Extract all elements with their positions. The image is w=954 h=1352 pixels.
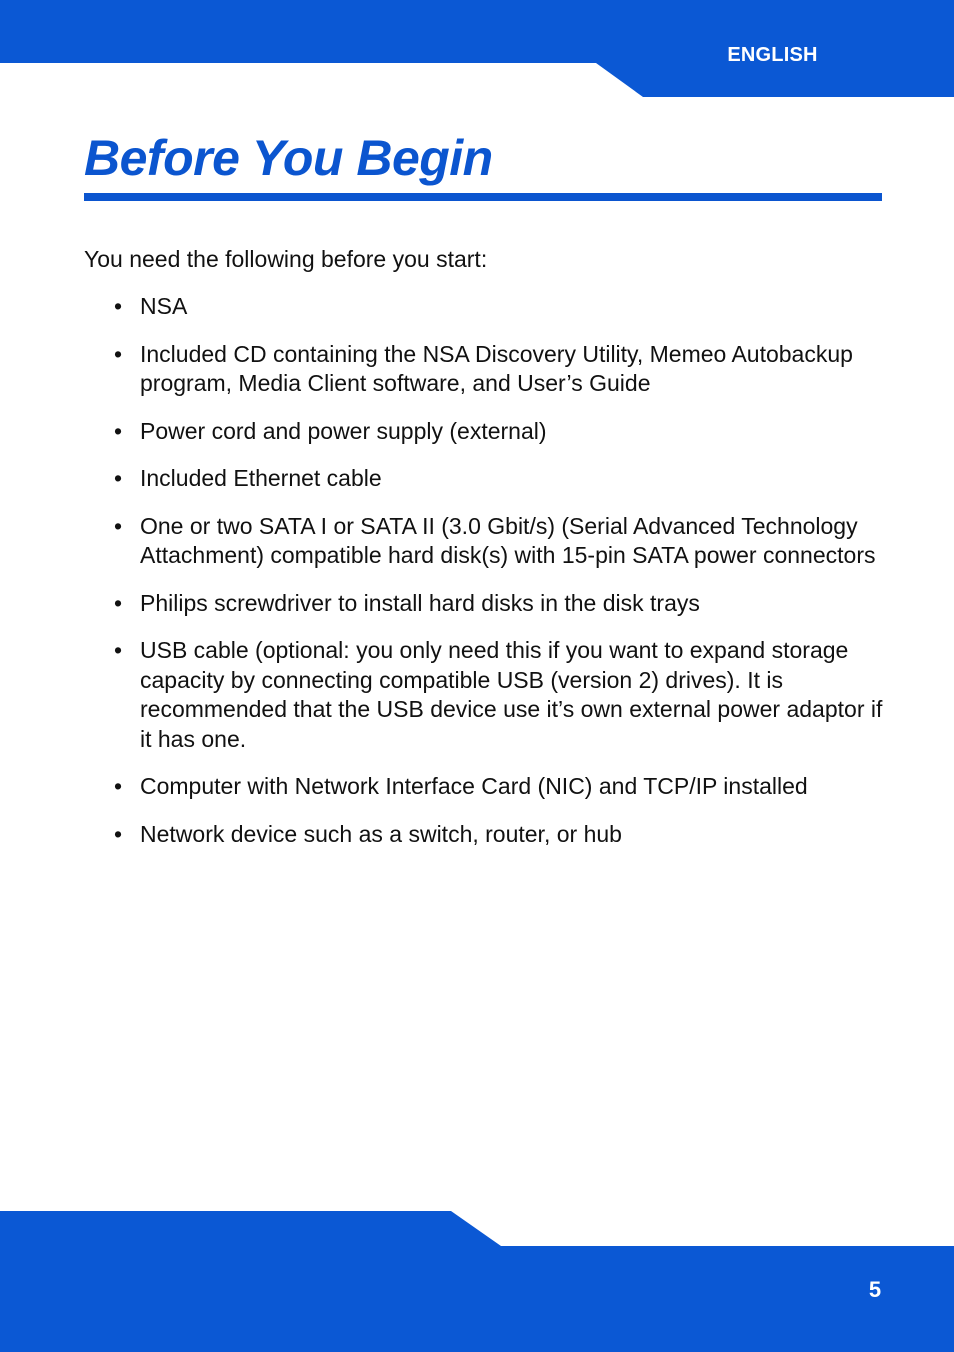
- list-item-text: Philips screwdriver to install hard disks in the disk trays: [140, 589, 700, 616]
- list-item-text: USB cable (optional: you only need this if you want to expand storage capacity by connecting compatible USB (version 2) drives). It is recommended that the USB device use it’s own external power adaptor if it has one.: [140, 637, 883, 752]
- bullet-icon: •: [114, 340, 123, 367]
- list-item-text: Network device such as a switch, router, or hub: [140, 820, 622, 847]
- bullet-icon: •: [114, 820, 123, 847]
- bullet-icon: •: [114, 417, 123, 444]
- list-item: [84, 292, 884, 322]
- list-item: [84, 512, 884, 571]
- title-underline: [84, 193, 882, 201]
- list-item: [84, 417, 884, 447]
- list-item-text: Power cord and power supply (external): [140, 417, 547, 444]
- bullet-icon: •: [114, 465, 123, 491]
- page-number: 5: [868, 1277, 882, 1302]
- requirements-list: [84, 292, 884, 867]
- list-item-text: One or two SATA I or SATA II (3.0 Gbit/s) (Serial Advanced Technology Attachment) compatible hard disk(s) with 15-pin SATA power connectors: [140, 512, 876, 568]
- list-item: [84, 636, 884, 754]
- page-title: Before You Begin: [84, 130, 493, 186]
- list-item-text: Included Ethernet cable: [140, 465, 382, 491]
- bullet-icon: •: [114, 589, 123, 616]
- bullet-icon: •: [114, 773, 123, 799]
- list-item-text: NSA: [140, 293, 188, 319]
- footer-band: [0, 1211, 954, 1352]
- list-item: [84, 589, 884, 619]
- language-label: ENGLISH: [727, 44, 818, 66]
- intro-text: You need the following before you start:: [84, 246, 488, 272]
- list-item: [84, 820, 884, 850]
- bullet-icon: •: [114, 637, 123, 663]
- list-item-text: Included CD containing the NSA Discovery Utility, Memeo Autobackup program, Media Client software, and User’s Guide: [140, 340, 853, 396]
- list-item: [84, 340, 884, 399]
- list-item: [84, 772, 884, 802]
- bullet-icon: •: [114, 512, 123, 539]
- list-item-text: Computer with Network Interface Card (NIC) and TCP/IP installed: [140, 773, 808, 799]
- list-item: [84, 464, 884, 494]
- bullet-icon: •: [114, 293, 123, 319]
